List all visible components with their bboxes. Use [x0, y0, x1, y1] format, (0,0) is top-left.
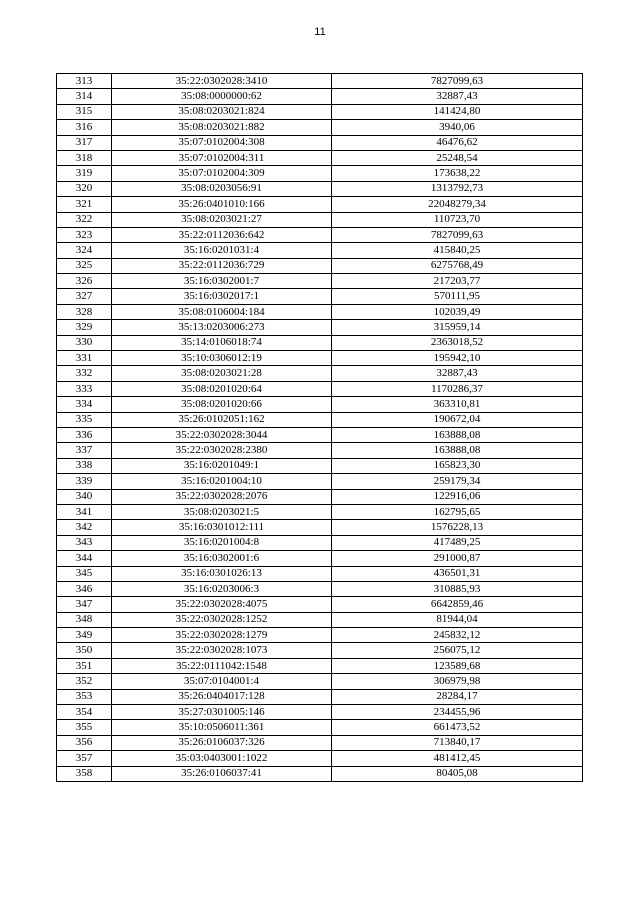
- table-body: [57, 74, 583, 782]
- row-number-cell: 324: [57, 243, 112, 258]
- row-number-cell: 314: [57, 89, 112, 104]
- row-number-cell: 346: [57, 581, 112, 596]
- table-row: [57, 674, 583, 689]
- table-row: [57, 227, 583, 242]
- table-row: [57, 735, 583, 750]
- table-row: [57, 551, 583, 566]
- row-number-cell: 339: [57, 474, 112, 489]
- table-row: [57, 566, 583, 581]
- row-number-cell: 316: [57, 120, 112, 135]
- cadastral-number-cell: 35:10:0306012:19: [112, 351, 332, 366]
- cadastral-value-cell: 256075,12: [332, 643, 583, 658]
- cadastral-number-cell: 35:22:0302028:3044: [112, 427, 332, 442]
- cadastral-number-cell: 35:22:0111042:1548: [112, 658, 332, 673]
- table-row: [57, 104, 583, 119]
- row-number-cell: 345: [57, 566, 112, 581]
- page-number: 11: [314, 26, 326, 38]
- cadastral-value-cell: 123589,68: [332, 658, 583, 673]
- row-number-cell: 340: [57, 489, 112, 504]
- cadastral-value-cell: 315959,14: [332, 320, 583, 335]
- cadastral-value-cell: 122916,06: [332, 489, 583, 504]
- cadastral-number-cell: 35:22:0112036:642: [112, 227, 332, 242]
- cadastral-number-cell: 35:26:0401010:166: [112, 197, 332, 212]
- cadastral-value-cell: 217203,77: [332, 274, 583, 289]
- table-row: [57, 705, 583, 720]
- cadastral-value-cell: 1170286,37: [332, 381, 583, 396]
- row-number-cell: 319: [57, 166, 112, 181]
- cadastral-number-cell: 35:08:0203021:28: [112, 366, 332, 381]
- cadastral-number-cell: 35:08:0203021:5: [112, 504, 332, 519]
- table-row: [57, 381, 583, 396]
- table-row: [57, 489, 583, 504]
- table-row: [57, 751, 583, 766]
- table-row: [57, 335, 583, 350]
- cadastral-value-cell: 7827099,63: [332, 227, 583, 242]
- table-row: [57, 135, 583, 150]
- cadastral-number-cell: 35:07:0102004:311: [112, 150, 332, 165]
- cadastral-number-cell: 35:16:0201004:8: [112, 535, 332, 550]
- table-row: [57, 289, 583, 304]
- cadastral-value-cell: 2363018,52: [332, 335, 583, 350]
- row-number-cell: 334: [57, 397, 112, 412]
- cadastral-value-cell: 173638,22: [332, 166, 583, 181]
- row-number-cell: 348: [57, 612, 112, 627]
- cadastral-number-cell: 35:08:0203021:882: [112, 120, 332, 135]
- cadastral-number-cell: 35:07:0102004:308: [112, 135, 332, 150]
- cadastral-number-cell: 35:08:0201020:64: [112, 381, 332, 396]
- table-row: [57, 643, 583, 658]
- cadastral-value-cell: 310885,93: [332, 581, 583, 596]
- cadastral-number-cell: 35:16:0302001:6: [112, 551, 332, 566]
- cadastral-value-cell: 1576228,13: [332, 520, 583, 535]
- cadastral-value-cell: 436501,31: [332, 566, 583, 581]
- row-number-cell: 355: [57, 720, 112, 735]
- row-number-cell: 343: [57, 535, 112, 550]
- cadastral-number-cell: 35:16:0301026:13: [112, 566, 332, 581]
- row-number-cell: 333: [57, 381, 112, 396]
- table-row: [57, 197, 583, 212]
- cadastral-value-cell: 102039,49: [332, 304, 583, 319]
- table-row: [57, 689, 583, 704]
- table-row: [57, 304, 583, 319]
- row-number-cell: 337: [57, 443, 112, 458]
- cadastral-value-cell: 417489,25: [332, 535, 583, 550]
- row-number-cell: 323: [57, 227, 112, 242]
- cadastral-number-cell: 35:26:0404017:128: [112, 689, 332, 704]
- table-row: [57, 535, 583, 550]
- cadastral-value-cell: 46476,62: [332, 135, 583, 150]
- row-number-cell: 342: [57, 520, 112, 535]
- cadastral-number-cell: 35:27:0301005:146: [112, 705, 332, 720]
- row-number-cell: 335: [57, 412, 112, 427]
- row-number-cell: 349: [57, 628, 112, 643]
- cadastral-number-cell: 35:26:0102051:162: [112, 412, 332, 427]
- table-row: [57, 474, 583, 489]
- table-row: [57, 766, 583, 781]
- cadastral-value-cell: 141424,80: [332, 104, 583, 119]
- row-number-cell: 315: [57, 104, 112, 119]
- table-row: [57, 504, 583, 519]
- table-row: [57, 581, 583, 596]
- table-row: [57, 120, 583, 135]
- cadastral-value-cell: 81944,04: [332, 612, 583, 627]
- cadastral-number-cell: 35:08:0201020:66: [112, 397, 332, 412]
- cadastral-value-cell: 291000,87: [332, 551, 583, 566]
- cadastral-number-cell: 35:16:0201049:1: [112, 458, 332, 473]
- cadastral-number-cell: 35:14:0106018:74: [112, 335, 332, 350]
- cadastral-value-cell: 6642859,46: [332, 597, 583, 612]
- table-row: [57, 320, 583, 335]
- cadastral-value-cell: 3940,06: [332, 120, 583, 135]
- cadastral-number-cell: 35:07:0102004:309: [112, 166, 332, 181]
- cadastral-value-table: [56, 73, 583, 782]
- row-number-cell: 330: [57, 335, 112, 350]
- row-number-cell: 313: [57, 74, 112, 89]
- cadastral-value-cell: 259179,34: [332, 474, 583, 489]
- cadastral-value-cell: 234455,96: [332, 705, 583, 720]
- cadastral-value-cell: 195942,10: [332, 351, 583, 366]
- row-number-cell: 332: [57, 366, 112, 381]
- cadastral-value-cell: 32887,43: [332, 89, 583, 104]
- row-number-cell: 341: [57, 504, 112, 519]
- cadastral-value-cell: 163888,08: [332, 427, 583, 442]
- cadastral-value-cell: 190672,04: [332, 412, 583, 427]
- row-number-cell: 354: [57, 705, 112, 720]
- cadastral-number-cell: 35:22:0302028:3410: [112, 74, 332, 89]
- table-row: [57, 443, 583, 458]
- cadastral-number-cell: 35:16:0201031:4: [112, 243, 332, 258]
- table-row: [57, 89, 583, 104]
- cadastral-value-cell: 110723,70: [332, 212, 583, 227]
- cadastral-number-cell: 35:16:0302017:1: [112, 289, 332, 304]
- cadastral-number-cell: 35:22:0112036:729: [112, 258, 332, 273]
- cadastral-number-cell: 35:22:0302028:2380: [112, 443, 332, 458]
- cadastral-number-cell: 35:16:0201004:10: [112, 474, 332, 489]
- cadastral-value-cell: 570111,95: [332, 289, 583, 304]
- cadastral-value-cell: 1313792,73: [332, 181, 583, 196]
- row-number-cell: 329: [57, 320, 112, 335]
- cadastral-number-cell: 35:13:0203006:273: [112, 320, 332, 335]
- row-number-cell: 325: [57, 258, 112, 273]
- cadastral-number-cell: 35:26:0106037:41: [112, 766, 332, 781]
- cadastral-number-cell: 35:03:0403001:1022: [112, 751, 332, 766]
- cadastral-number-cell: 35:08:0203021:27: [112, 212, 332, 227]
- row-number-cell: 317: [57, 135, 112, 150]
- cadastral-value-cell: 415840,25: [332, 243, 583, 258]
- row-number-cell: 326: [57, 274, 112, 289]
- cadastral-number-cell: 35:22:0302028:2076: [112, 489, 332, 504]
- row-number-cell: 357: [57, 751, 112, 766]
- table-row: [57, 427, 583, 442]
- table-row: [57, 366, 583, 381]
- cadastral-value-cell: 163888,08: [332, 443, 583, 458]
- table-row: [57, 243, 583, 258]
- cadastral-number-cell: 35:08:0000000:62: [112, 89, 332, 104]
- cadastral-value-cell: 306979,98: [332, 674, 583, 689]
- cadastral-value-cell: 22048279,34: [332, 197, 583, 212]
- cadastral-value-cell: 162795,65: [332, 504, 583, 519]
- cadastral-number-cell: 35:26:0106037:326: [112, 735, 332, 750]
- cadastral-value-cell: 25248,54: [332, 150, 583, 165]
- cadastral-value-cell: 661473,52: [332, 720, 583, 735]
- table-row: [57, 212, 583, 227]
- row-number-cell: 352: [57, 674, 112, 689]
- cadastral-value-cell: 80405,08: [332, 766, 583, 781]
- cadastral-value-cell: 6275768,49: [332, 258, 583, 273]
- cadastral-number-cell: 35:22:0302028:4075: [112, 597, 332, 612]
- cadastral-value-cell: 481412,45: [332, 751, 583, 766]
- table-row: [57, 150, 583, 165]
- row-number-cell: 344: [57, 551, 112, 566]
- row-number-cell: 356: [57, 735, 112, 750]
- table-row: [57, 458, 583, 473]
- table-row: [57, 274, 583, 289]
- row-number-cell: 350: [57, 643, 112, 658]
- table-row: [57, 720, 583, 735]
- table-row: [57, 397, 583, 412]
- table-row: [57, 74, 583, 89]
- table-row: [57, 181, 583, 196]
- row-number-cell: 328: [57, 304, 112, 319]
- row-number-cell: 318: [57, 150, 112, 165]
- row-number-cell: 353: [57, 689, 112, 704]
- cadastral-number-cell: 35:08:0203056:91: [112, 181, 332, 196]
- table-row: [57, 166, 583, 181]
- cadastral-value-cell: 245832,12: [332, 628, 583, 643]
- table-row: [57, 628, 583, 643]
- row-number-cell: 327: [57, 289, 112, 304]
- cadastral-value-cell: 165823,30: [332, 458, 583, 473]
- row-number-cell: 321: [57, 197, 112, 212]
- row-number-cell: 338: [57, 458, 112, 473]
- cadastral-number-cell: 35:16:0302001:7: [112, 274, 332, 289]
- row-number-cell: 331: [57, 351, 112, 366]
- cadastral-number-cell: 35:22:0302028:1252: [112, 612, 332, 627]
- cadastral-number-cell: 35:08:0106004:184: [112, 304, 332, 319]
- row-number-cell: 320: [57, 181, 112, 196]
- table-row: [57, 412, 583, 427]
- cadastral-number-cell: 35:10:0506011:361: [112, 720, 332, 735]
- cadastral-number-cell: 35:07:0104001:4: [112, 674, 332, 689]
- cadastral-number-cell: 35:22:0302028:1073: [112, 643, 332, 658]
- row-number-cell: 358: [57, 766, 112, 781]
- cadastral-value-cell: 713840,17: [332, 735, 583, 750]
- row-number-cell: 322: [57, 212, 112, 227]
- cadastral-number-cell: 35:16:0301012:111: [112, 520, 332, 535]
- table-row: [57, 597, 583, 612]
- cadastral-number-cell: 35:16:0203006:3: [112, 581, 332, 596]
- table-row: [57, 520, 583, 535]
- cadastral-number-cell: 35:22:0302028:1279: [112, 628, 332, 643]
- cadastral-value-cell: 28284,17: [332, 689, 583, 704]
- table-row: [57, 351, 583, 366]
- row-number-cell: 351: [57, 658, 112, 673]
- table-row: [57, 658, 583, 673]
- row-number-cell: 336: [57, 427, 112, 442]
- cadastral-value-cell: 7827099,63: [332, 74, 583, 89]
- table-row: [57, 612, 583, 627]
- cadastral-number-cell: 35:08:0203021:824: [112, 104, 332, 119]
- cadastral-value-cell: 32887,43: [332, 366, 583, 381]
- table-row: [57, 258, 583, 273]
- cadastral-value-cell: 363310,81: [332, 397, 583, 412]
- row-number-cell: 347: [57, 597, 112, 612]
